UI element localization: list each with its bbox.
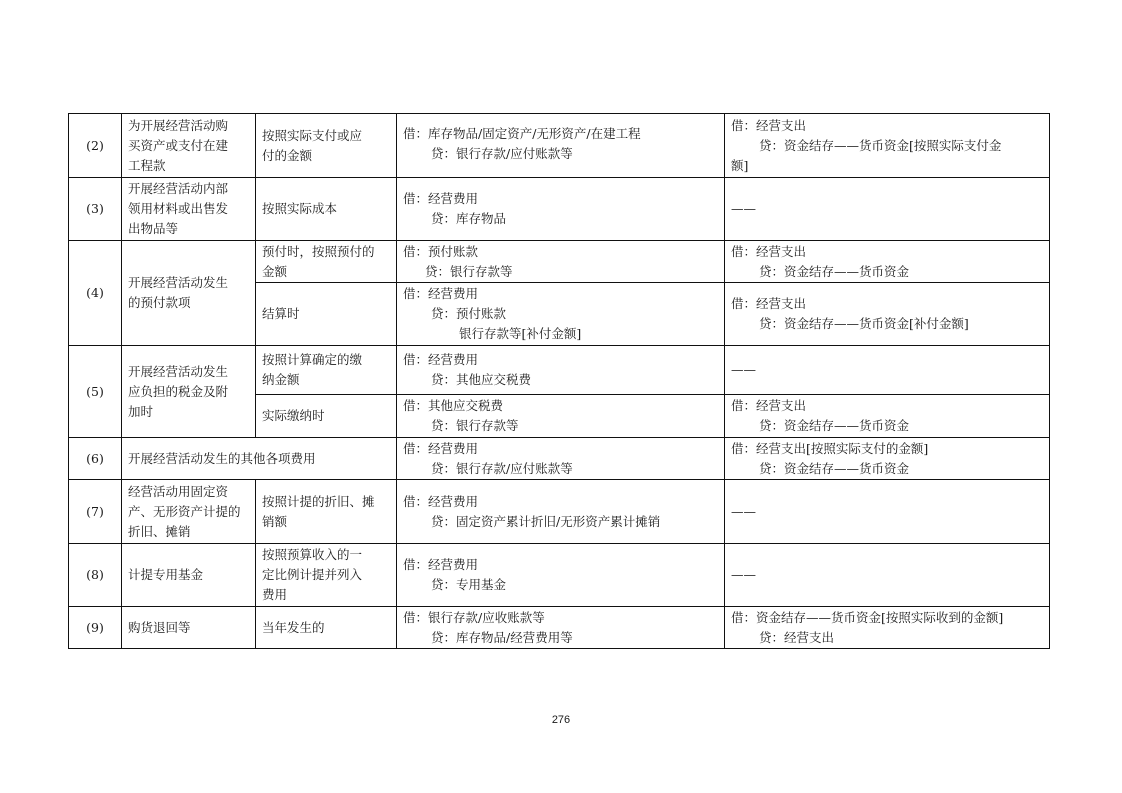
table-row — [69, 607, 1050, 649]
item-cell: 开展经营活动发生 的预付款项 — [122, 241, 256, 346]
budget-entry-cell: 借：经营费用 贷：库存物品 — [397, 178, 725, 241]
item-cell: 开展经营活动发生的其他各项费用 — [122, 438, 397, 480]
budget-entry-cell: 借：经营费用 贷：银行存款/应付账款等 — [397, 438, 725, 480]
table-row — [69, 438, 1050, 480]
basis-cell: 按照预算收入的一 定比例计提并列入 费用 — [256, 544, 397, 607]
final-entry-cell: 借：经营支出[按照实际支付的金额] 贷：资金结存——货币资金 — [725, 438, 1050, 480]
final-entry-cell: —— — [725, 178, 1050, 241]
table-row — [69, 114, 1050, 178]
final-entry-cell: 借：经营支出 贷：资金结存——货币资金[按照实际支付金 额] — [725, 114, 1050, 178]
page-number: 276 — [551, 714, 571, 726]
basis-cell: 按照实际成本 — [256, 178, 397, 241]
basis-cell: 当年发生的 — [256, 607, 397, 649]
item-cell: 为开展经营活动购 买资产或支付在建 工程款 — [122, 114, 256, 178]
row-number: (8) — [69, 544, 122, 607]
basis-cell: 按照实际支付或应 付的金额 — [256, 114, 397, 178]
budget-entry-cell: 借：经营费用 贷：其他应交税费 — [397, 346, 725, 395]
item-cell: 计提专用基金 — [122, 544, 256, 607]
table-row — [69, 480, 1050, 544]
row-number: (3) — [69, 178, 122, 241]
table-row — [69, 544, 1050, 607]
item-cell: 开展经营活动发生 应负担的税金及附 加时 — [122, 346, 256, 438]
budget-entry-cell: 借：经营费用 贷：专用基金 — [397, 544, 725, 607]
basis-cell: 结算时 — [256, 283, 397, 346]
basis-cell: 预付时，按照预付的 金额 — [256, 241, 397, 283]
budget-entry-cell: 借：预付账款 贷：银行存款等 — [397, 241, 725, 283]
final-entry-cell: —— — [725, 544, 1050, 607]
table-row — [69, 346, 1050, 395]
table-row — [69, 178, 1050, 241]
row-number: (5) — [69, 346, 122, 438]
final-entry-cell: —— — [725, 480, 1050, 544]
row-number: (2) — [69, 114, 122, 178]
accounting-entries-table — [68, 113, 1050, 649]
final-entry-cell: 借：经营支出 贷：资金结存——货币资金 — [725, 241, 1050, 283]
row-number: (9) — [69, 607, 122, 649]
basis-cell: 实际缴纳时 — [256, 395, 397, 438]
item-cell: 购货退回等 — [122, 607, 256, 649]
row-number: (6) — [69, 438, 122, 480]
final-entry-cell: 借：资金结存——货币资金[按照实际收到的金额] 贷：经营支出 — [725, 607, 1050, 649]
budget-entry-cell: 借：其他应交税费 贷：银行存款等 — [397, 395, 725, 438]
row-number: (7) — [69, 480, 122, 544]
basis-cell: 按照计算确定的缴 纳金额 — [256, 346, 397, 395]
basis-cell: 按照计提的折旧、摊 销额 — [256, 480, 397, 544]
table-row — [69, 241, 1050, 283]
budget-entry-cell: 借：经营费用 贷：固定资产累计折旧/无形资产累计摊销 — [397, 480, 725, 544]
budget-entry-cell: 借：银行存款/应收账款等 贷：库存物品/经营费用等 — [397, 607, 725, 649]
budget-entry-cell: 借：库存物品/固定资产/无形资产/在建工程 贷：银行存款/应付账款等 — [397, 114, 725, 178]
final-entry-cell: —— — [725, 346, 1050, 395]
item-cell: 开展经营活动内部 领用材料或出售发 出物品等 — [122, 178, 256, 241]
row-number: (4) — [69, 241, 122, 346]
budget-entry-cell: 借：经营费用 贷：预付账款 银行存款等[补付金额] — [397, 283, 725, 346]
final-entry-cell: 借：经营支出 贷：资金结存——货币资金[补付金额] — [725, 283, 1050, 346]
item-cell: 经营活动用固定资 产、无形资产计提的 折旧、摊销 — [122, 480, 256, 544]
final-entry-cell: 借：经营支出 贷：资金结存——货币资金 — [725, 395, 1050, 438]
